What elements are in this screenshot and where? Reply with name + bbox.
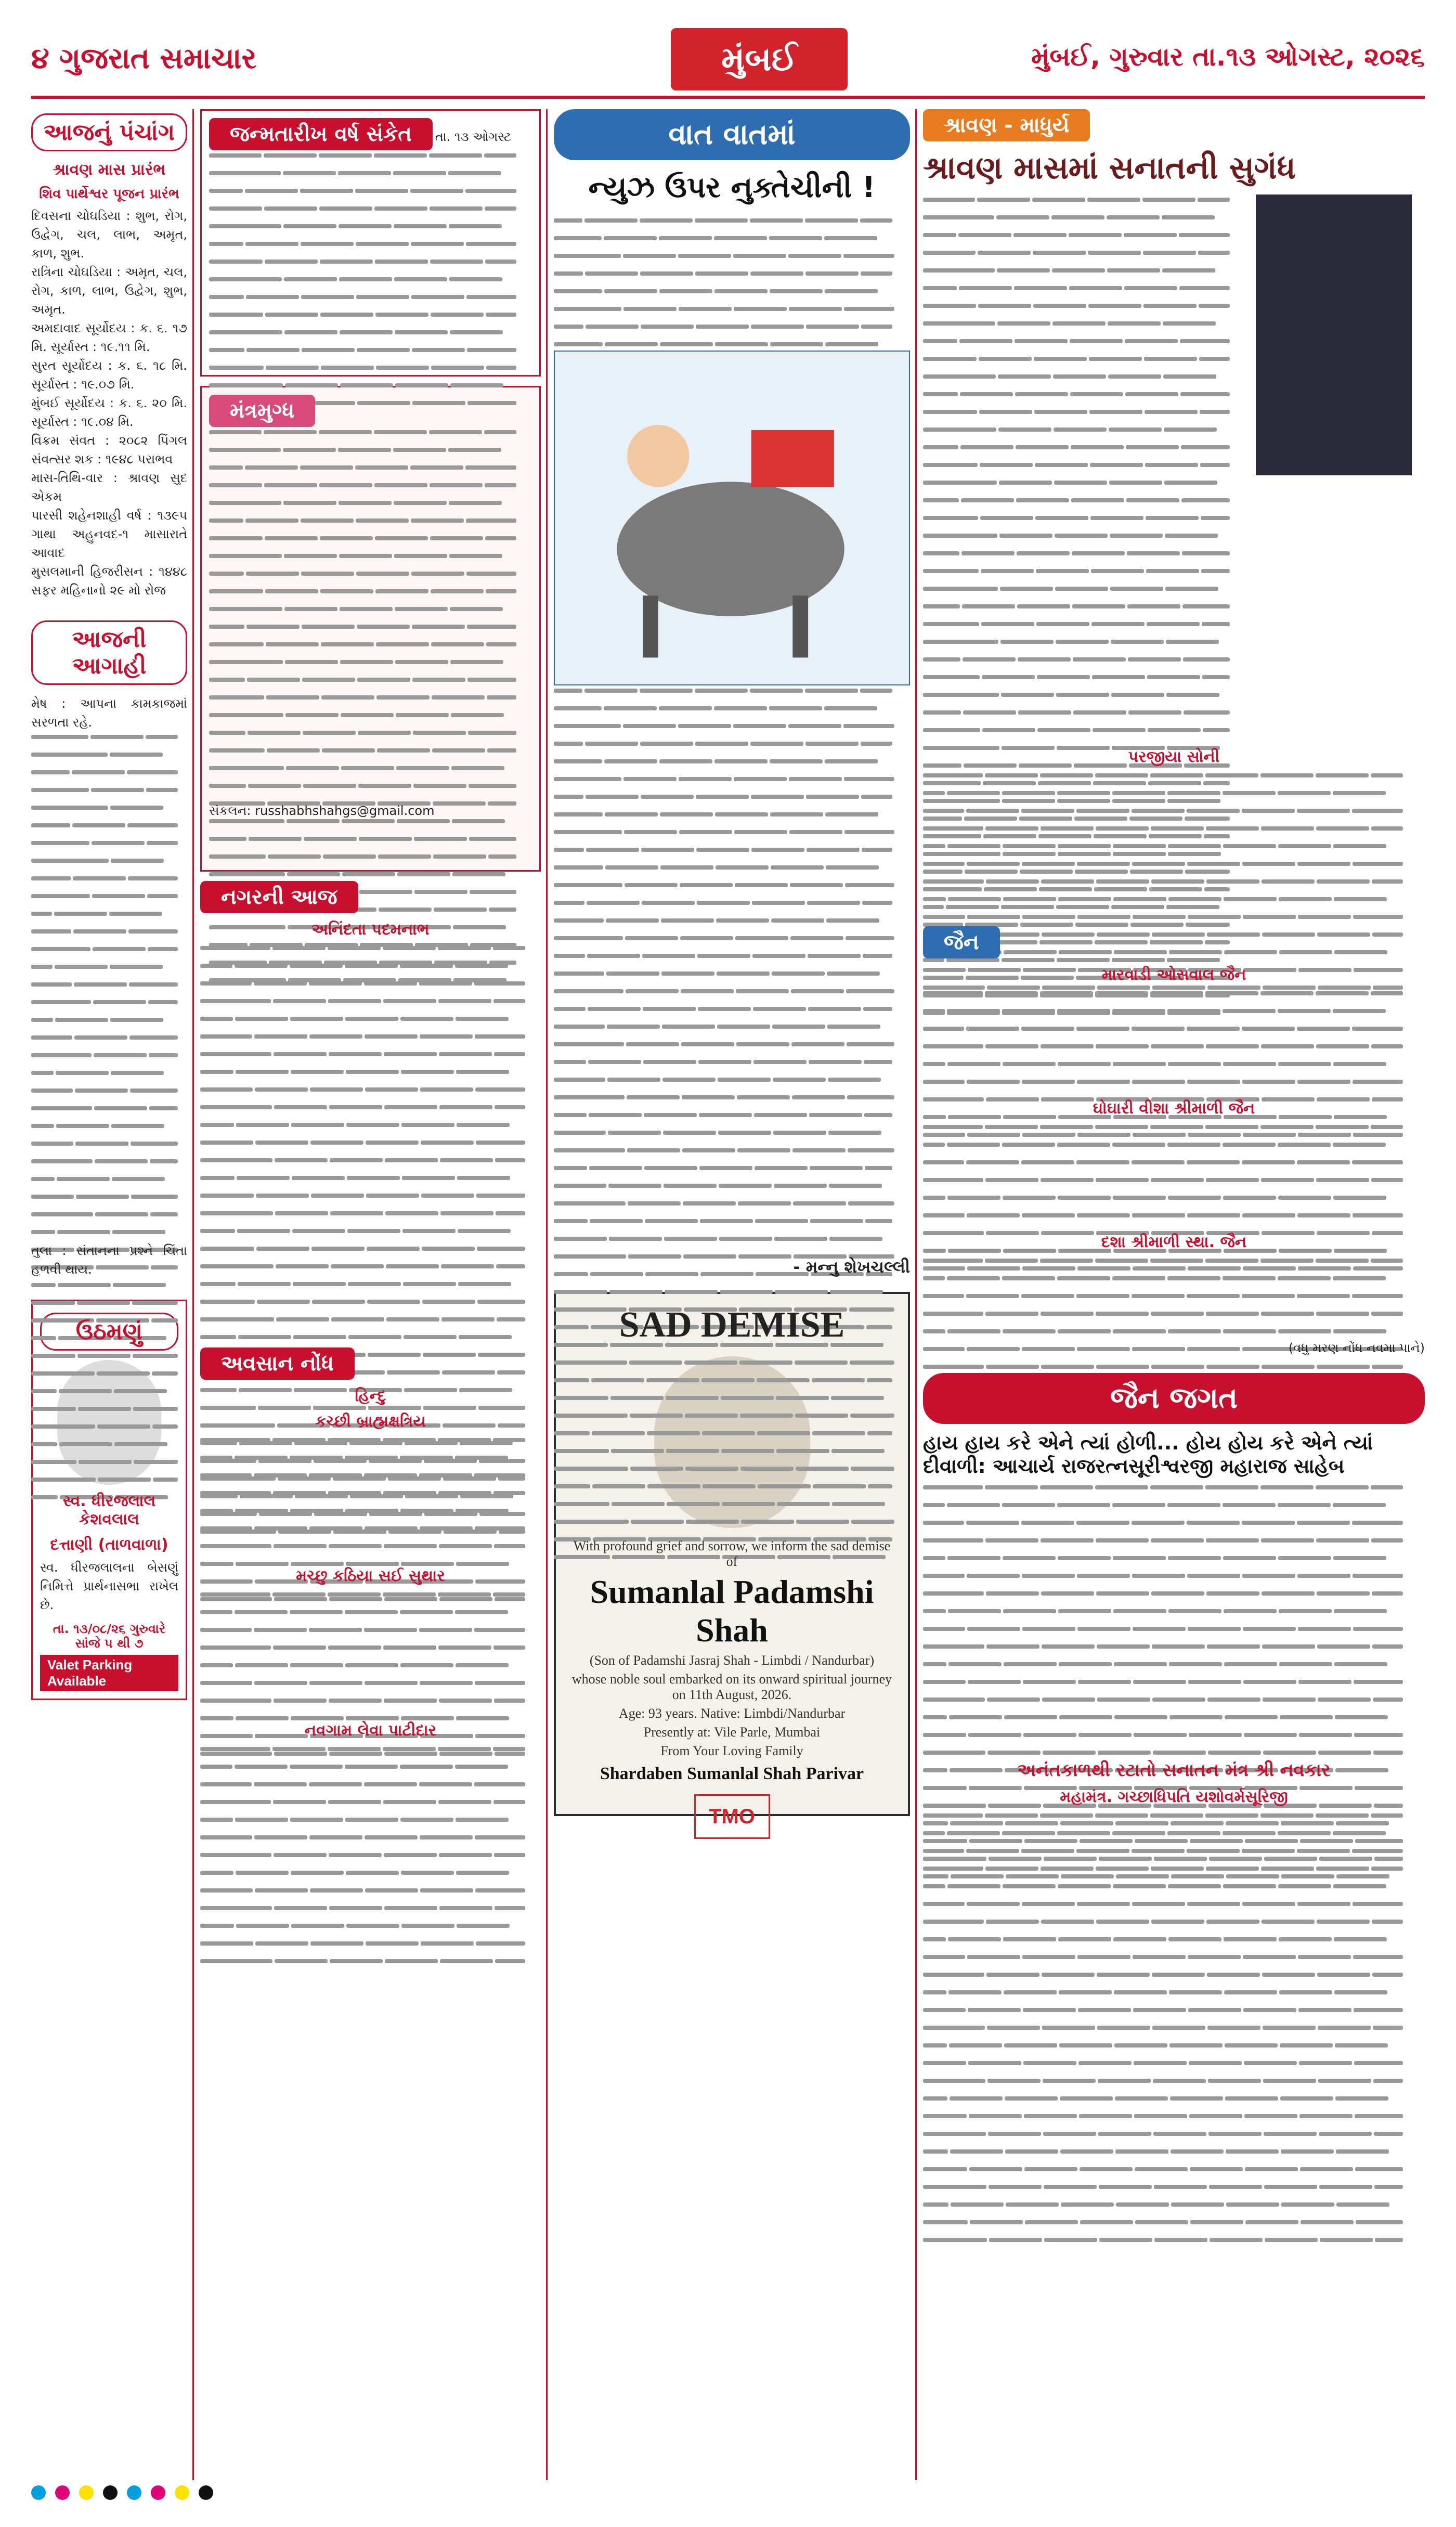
janmatarikh-body <box>209 150 532 327</box>
column-divider <box>546 109 548 2480</box>
avsan-body <box>200 1589 541 1714</box>
color-registration-marks <box>31 2485 1425 2500</box>
panchang-line: મુસલમાની હિજરીસન : ૧૪૪૮ સફર મહિનાનો ૨૯ મો રોજ <box>31 564 187 598</box>
vaat-title: ન્યુઝ ઉપર નુક્તેચીની ! <box>588 171 876 204</box>
shravan-title: શ્રાવણ માસમાં સનાતની સુગંધ <box>923 150 1296 186</box>
sad-demise-intro: With profound grief and sorrow, we inform the sad demise of <box>573 1538 891 1569</box>
jain-jagat-title: હાય હાય કરે એને ત્યાં હોળી... હોય હોય કરે એને ત્યાં દીવાળી: આચાર્ય રાજરત્નસૂરીશ્વરજી મહારાજ સાહેબ <box>923 1431 1373 1478</box>
vaat-body <box>554 215 910 351</box>
panchang-line: અમદાવાદ સૂર્યોદય : ક. ૬. ૧૭ મિ. સૂર્યાસ્ત : ૧૯.૧૧ મિ. <box>31 321 187 354</box>
deceased-surname: દત્તાણી (તાળવાળા) <box>50 1536 168 1554</box>
avsan-heading: અવસાન નોંધ <box>200 1347 355 1380</box>
mantramugdh-heading: મંત્રમુગ્ધ <box>209 395 315 427</box>
sad-demise-sub: (Son of Padamshi Jasraj Shah - Limbdi / Nandurbar) <box>589 1653 875 1668</box>
cartoon-illustration <box>554 351 910 685</box>
sponsor-logo: TMO <box>694 1794 770 1839</box>
sad-demise-title: SAD DEMISE <box>619 1305 845 1345</box>
panchang-line: માસ-તિથિ-વાર : શ્રાવણ સુદ એકમ <box>31 471 187 504</box>
panchang-line: સુરત સૂર્યોદય : ક. ૬. ૧૮ મિ. સૂર્યાસ્ત : ૧૯.૦૭ મિ. <box>31 358 187 392</box>
vaat-heading: વાત વાતમાં <box>554 109 910 160</box>
avsan-sub: મચ્છુ કઠિયા સઈ સુથાર <box>296 1567 445 1585</box>
aagahi-heading: આજની આગાહી <box>31 620 187 685</box>
panchang-line: વિક્રમ સંવત : ૨૦૮૨ પિંગલ સંવત્સર શક : ૧૯૪૮ પરાભવ <box>31 433 187 466</box>
janmatarikh-box <box>200 109 541 377</box>
page-date: મુંબઈ, ગુરુવાર તા.૧૩ ઓગસ્ટ, ૨૦૨૬ <box>1031 42 1425 72</box>
page-number: ૪ ગુજરાત સમાચાર <box>31 42 257 75</box>
vaat-body <box>554 685 910 1258</box>
panchang-line: દિવસના ચોઘડિયા : શુભ, રોગ, ઉદ્વેગ, ચલ, લાભ, અમૃત, કાળ, શુભ. <box>31 209 187 261</box>
sad-demise-present: Presently at: Vile Parle, Mumbai <box>643 1725 821 1740</box>
panchang-column <box>31 109 187 2480</box>
vaat-byline: - મન્નુ શેખચલ્લી <box>793 1257 910 1277</box>
jain-jagat-heading: જૈન જગત <box>923 1373 1425 1424</box>
jain-jagat-body <box>923 1810 1425 2102</box>
valet-parking-note: Valet Parking Available <box>40 1655 178 1691</box>
nagar-subheading: અનિંદતા પદમનાભ <box>311 921 430 939</box>
nagar-heading: નગરની આજ <box>200 881 358 913</box>
uthamnu-body: સ્વ. ધીરજલાલના બેસણું નિમિત્તે પ્રાર્થનાસભા રાખેલ છે. <box>40 1560 178 1612</box>
middle-left-column <box>200 109 541 2480</box>
panchang-subtitle: શિવ પાર્થેશ્વર પૂજન પ્રારંભ <box>39 186 179 202</box>
page-footer <box>31 2485 1425 2506</box>
jain-credit: (વધુ મરણ નોંધ નવમા પાને) <box>1288 1341 1425 1355</box>
avsan-sub: નવગામ લેવા પાટીદાર <box>304 1721 437 1740</box>
sad-demise-family: Shardaben Sumanlal Shah Parivar <box>600 1764 864 1783</box>
mantramugdh-email: સંકલન: russhabhshahgs@gmail.com <box>209 804 435 818</box>
panchang-heading: આજનું પંચાંગ <box>31 113 187 151</box>
deceased-name: સ્વ. ધીરજલાલ કેશવલાલ <box>62 1492 156 1528</box>
bull-cartoon-icon <box>555 352 909 684</box>
aagahi-body <box>31 732 187 1241</box>
jain-jagat-body <box>923 1482 1425 1753</box>
avsan-hindu: હિન્દુ <box>355 1387 386 1405</box>
sad-demise-date: whose noble soul embarked on its onward spiritual journey on 11th August, 2026. <box>571 1671 892 1702</box>
avsan-body <box>200 1435 541 1560</box>
panchang-line: પારસી શહેનશાહી વર્ષ : ૧૩૯૫ ગાથા અહુનવદ-૧ માસારાતે આવાદ <box>31 508 187 560</box>
shiva-illustration <box>1256 195 1412 475</box>
jain-sub: દશા શ્રીમાળી સ્થા. જૈન <box>1101 1233 1247 1251</box>
shravan-tag: શ્રાવણ - માધુર્ય <box>923 109 1090 141</box>
notice-body <box>923 770 1425 926</box>
sad-demise-age: Age: 93 years. Native: Limbdi/Nandurbar <box>618 1706 846 1721</box>
panchang-title: શ્રાવણ માસ પ્રારંભ <box>53 161 166 179</box>
jain-body <box>923 988 1425 1092</box>
section-title: મુંબઈ <box>671 28 848 90</box>
nagar-body <box>200 943 541 1338</box>
sad-demise-name: Sumanlal Padamshi Shah <box>590 1573 874 1649</box>
shravan-body <box>923 195 1245 741</box>
right-column <box>923 109 1425 2480</box>
panchang-line: મુંબઈ સૂર્યોદય : ક. ૬. ૨૦ મિ. સૂર્યાસ્ત : ૧૯.૦૪ મિ. <box>31 396 187 429</box>
center-column <box>554 109 910 2480</box>
page-header <box>31 21 1425 99</box>
column-divider <box>915 109 917 2480</box>
uthamnu-heading: ઉઠમણું <box>40 1313 178 1351</box>
aagahi-footer: તુલા : સંતાનના પ્રશ્ને ચિંતા હળવી થાય. <box>31 1243 187 1277</box>
aagahi-intro: મેષ : આપના કામકાજમાં સરળતા રહે. <box>31 696 187 730</box>
jain-tag: જૈન <box>923 926 1000 958</box>
jain-sub: મારવાડી ઓસવાલ જૈન <box>1101 966 1246 984</box>
uthamnu-date: તા. ૧૩/૦૮/૨૬ ગુરુવારે સાંજે ૫ થી ૭ <box>53 1622 166 1651</box>
sad-demise-from: From Your Loving Family <box>660 1743 803 1758</box>
mantramugdh-body <box>209 427 532 801</box>
column-divider <box>192 109 194 2480</box>
janmatarikh-date: તા. ૧૩ ઓગસ્ટ <box>435 129 512 144</box>
mantramugdh-box <box>200 386 541 872</box>
parjapati-sub: પરજીયા સોની <box>1128 748 1220 766</box>
jain-jagat-sub2: મહામંત્ર. ગચ્છાધિપતિ યશોવર્મસૂરિજી <box>1060 1788 1288 1806</box>
jain-sub: ઘોઘારી વીશા શ્રીમાળી જૈન <box>1093 1099 1255 1118</box>
panchang-line: રાત્રિના ચોઘડિયા : અમૃત, ચલ, રોગ, કાળ, લાભ, ઉદ્વેગ, શુભ, અમૃત. <box>31 265 187 317</box>
janmatarikh-heading: જન્મતારીખ વર્ષ સંકેત <box>209 118 433 150</box>
jain-jagat-sub: અનંતકાળથી રટાતો સનાતન મંત્ર શ્રી નવકાર <box>1017 1760 1331 1781</box>
jain-body <box>923 1255 1425 1339</box>
jain-body <box>923 1122 1425 1226</box>
avsan-sub: કચ્છી બ્રાહ્મક્ષત્રિય <box>315 1412 426 1431</box>
avsan-body <box>200 1744 541 1900</box>
